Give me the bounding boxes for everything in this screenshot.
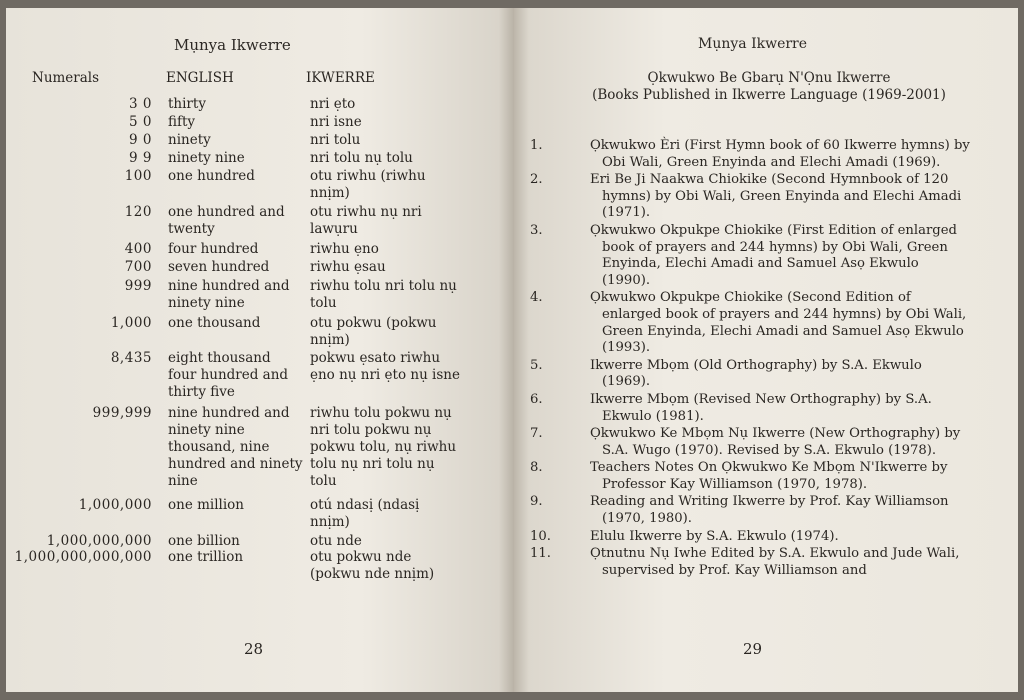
numeral-value: 400 (124, 241, 152, 257)
book-list-item (530, 391, 970, 425)
page-number-right: 29 (743, 640, 763, 658)
right-page (514, 8, 1018, 692)
book-list-item (530, 528, 970, 546)
book-entry-text: Elulu Ikwerre by S.A. Ekwulo (1974). (590, 528, 839, 544)
english-word: one trillion (168, 549, 244, 565)
book-number: 9. (530, 494, 543, 510)
english-word: ninety (168, 132, 211, 148)
ikwerre-word: otu riwhu nụ nri lawụru (310, 204, 422, 237)
ikwerre-word: nri isne (310, 114, 362, 130)
numeral-value: 3 0 (129, 96, 152, 112)
numeral-value: 9 0 (129, 132, 152, 148)
book-entry-text: Ikwerre Mbọm (Revised New Orthography) by S.A. Ekwulo (1981). (590, 391, 932, 424)
ikwerre-word: nri tolu (310, 132, 361, 148)
numeral-value: 999 (124, 278, 152, 294)
ikwerre-word: pokwu ẹsato riwhu ẹno nụ nri ẹto nụ isne (310, 350, 460, 383)
book-list-item (530, 138, 970, 171)
numeral-value: 1,000,000,000,000 (14, 549, 152, 565)
english-column-head: ENGLISH (166, 70, 234, 86)
book-entry-text: Ọkwukwo Èri (First Hymn book of 60 Ikwerre hymns) by Obi Wali, Green Enyinda and Elechi Amadi (1969). (590, 138, 970, 170)
book-list-item (530, 222, 970, 289)
english-word: fifty (168, 114, 196, 130)
book-list-item (530, 460, 970, 493)
book-number: 6. (530, 391, 543, 407)
ikwerre-word: riwhu ẹsau (310, 259, 386, 275)
english-word: eight thousand four hundred and thirty five (168, 350, 289, 400)
book-entry-text: Reading and Writing Ikwerre by Prof. Kay Williamson (1970, 1980). (590, 494, 949, 527)
page-number-left: 28 (244, 640, 264, 658)
book-number: 4. (530, 290, 543, 306)
book-entry-text: Ikwerre Mbọm (Old Orthography) by S.A. Ekwulo (1969). (590, 357, 922, 390)
numeral-value: 999,999 (92, 405, 152, 421)
book-entry-text: Ọtnutnu Nụ Iwhe Edited by S.A. Ekwulo and Jude Wali, supervised by Prof. Kay Williamson and (590, 546, 960, 578)
book-list-item (530, 494, 970, 527)
book-number: 11. (530, 546, 551, 562)
numeral-value: 1,000,000,000 (46, 533, 152, 549)
english-word: one thousand (168, 315, 261, 331)
english-word: one hundred (168, 168, 255, 184)
ikwerre-word: otu pokwu nde (pokwu nde nnịm) (310, 549, 435, 582)
book-entry-text: Ọkwukwo Okpukpe Chiokike (First Edition of enlarged book of prayers and 244 hymns) by Obi Wali, Green Enyinda, Elechi Amadi and Samuel Asọ Ekwulo (1990). (590, 222, 957, 288)
ikwerre-column-head: IKWERRE (306, 70, 375, 86)
book-list-item (530, 546, 970, 579)
english-word: nine hundred and ninety nine (168, 278, 290, 311)
ikwerre-word: nri ẹto (310, 96, 356, 112)
numeral-value: 8,435 (110, 350, 152, 366)
english-word: seven hundred (168, 259, 270, 275)
numeral-value: 120 (124, 204, 152, 220)
ikwerre-word: otu riwhu (riwhu nnịm) (310, 168, 426, 201)
book-number: 8. (530, 460, 543, 476)
numeral-value: 700 (124, 259, 152, 275)
book-entry-text: Eri Be Ji Naakwa Chiokike (Second Hymnbook of 120 hymns) by Obi Wali, Green Enyinda and Elechi Amadi (1971). (590, 172, 962, 221)
numeral-value: 1,000 (110, 315, 152, 331)
english-word: one million (168, 497, 244, 513)
left-page (6, 8, 514, 692)
book-entry-text: Ọkwukwo Ke Mbọm Nụ Ikwerre (New Orthography) by S.A. Wugo (1970). Revised by S.A. Ekwulo (1978). (590, 426, 961, 458)
numeral-value: 5 0 (129, 114, 152, 130)
ikwerre-word: riwhu ẹno (310, 241, 379, 257)
open-book (6, 8, 1018, 692)
book-list-item (530, 426, 970, 459)
running-head-left: Mụnya Ikwerre (174, 36, 291, 54)
book-number: 7. (530, 426, 543, 442)
book-list-item (530, 357, 970, 391)
numeral-value: 1,000,000 (78, 497, 152, 513)
book-number: 2. (530, 172, 543, 188)
book-list-title-line2: (Books Published in Ikwerre Language (1969-2001) (592, 87, 946, 103)
english-word: four hundred (168, 241, 259, 257)
english-word: one billion (168, 533, 240, 549)
ikwerre-word: otu nde (310, 533, 362, 549)
book-list-item (530, 172, 970, 222)
book-list-item (530, 290, 970, 356)
book-entry-text: Teachers Notes On Ọkwukwo Ke Mbọm N'Ikwerre by Professor Kay Williamson (1970, 1978). (590, 460, 948, 492)
book-number: 5. (530, 357, 543, 373)
book-number: 3. (530, 222, 543, 238)
numeral-value: 9 9 (129, 150, 152, 166)
english-word: one hundred and twenty (168, 204, 285, 237)
ikwerre-word: otú ndasị (ndasị nnịm) (310, 497, 420, 530)
ikwerre-word: riwhu tolu pokwu nụ nri tolu pokwu nụ pokwu tolu, nụ riwhu tolu nụ nri tolu nụ tolu (310, 405, 457, 489)
book-list-title-line1: Ọkwukwo Be Gbarụ N'Ọnu Ikwerre (647, 70, 891, 86)
ikwerre-word: nri tolu nụ tolu (310, 150, 413, 166)
english-word: ninety nine (168, 150, 245, 166)
book-number: 10. (530, 528, 551, 544)
running-head-right: Mụnya Ikwerre (698, 36, 808, 52)
ikwerre-word: otu pokwu (pokwu nnịm) (310, 315, 437, 348)
numerals-label: Numerals (32, 70, 100, 86)
book-entry-text: Ọkwukwo Okpukpe Chiokike (Second Edition of enlarged book of prayers and 244 hymns) by Obi Wali, Green Enyinda, Elechi Amadi and Samuel Asọ Ekwulo (1993). (590, 290, 967, 356)
book-list (530, 138, 970, 580)
book-list-title (564, 70, 974, 104)
book-number: 1. (530, 138, 543, 153)
english-word: nine hundred and ninety nine thousand, nine hundred and ninety nine (168, 405, 303, 489)
english-word: thirty (168, 96, 206, 112)
numeral-value: 100 (124, 168, 152, 184)
ikwerre-word: riwhu tolu nri tolu nụ tolu (310, 278, 457, 311)
